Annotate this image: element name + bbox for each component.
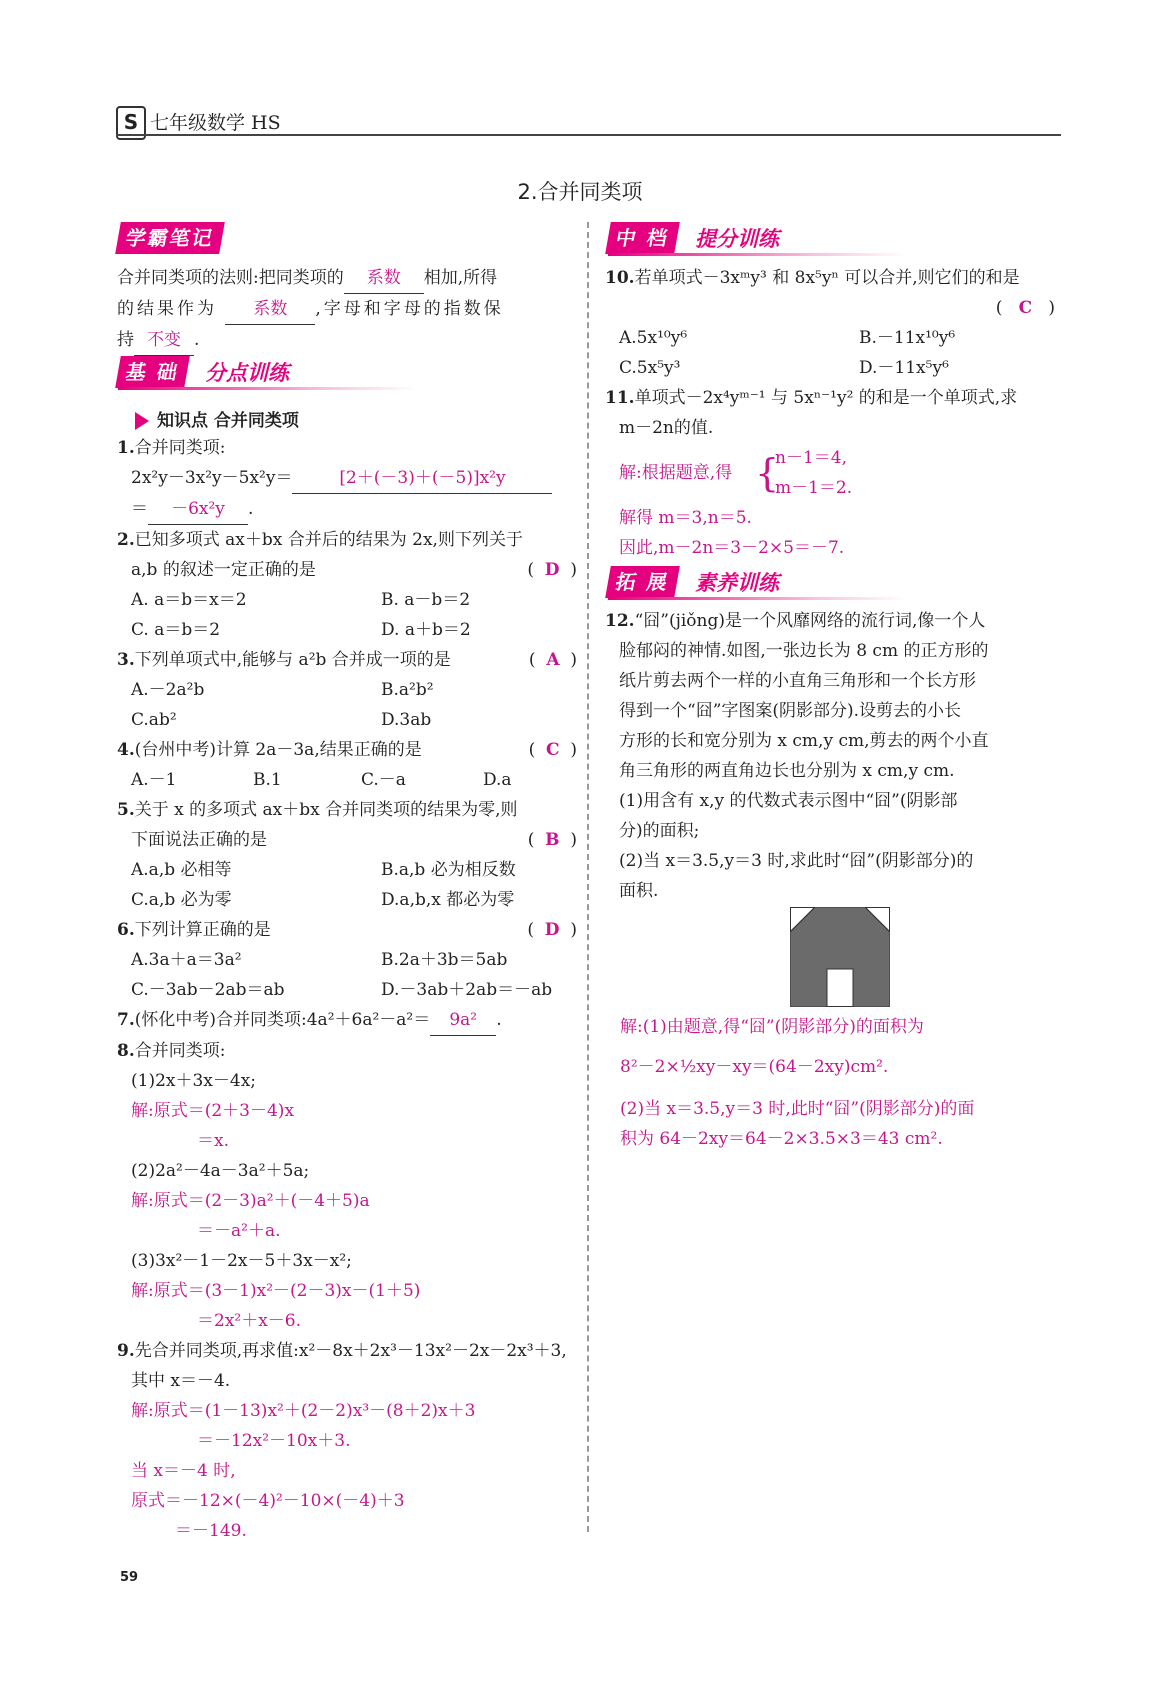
header-rule: [116, 134, 1061, 136]
jiong-figure: [790, 907, 890, 1007]
publisher-logo: S: [116, 106, 146, 140]
notes-body: 合并同类项的法则:把同类项的 系数 相加,所得 的结果作为 系数 ,字母和字母的指数保 持 不变 .: [117, 263, 567, 356]
q8: 8.合并同类项:: [117, 1041, 226, 1061]
q9: 9.先合并同类项,再求值:x²－8x＋2x³－13x²－2x－2x³＋3,: [117, 1341, 567, 1361]
q3-answer: A: [546, 650, 560, 670]
q2: 2.已知多项式 ax＋bx 合并后的结果为 2x,则下列关于: [117, 530, 523, 550]
q5-answer: B: [545, 830, 560, 850]
q12-solution: 解:(1)由题意,得“囧”(阴影部分)的面积为 8²－2×½xy－xy＝(64－2xy)cm². (2)当 x＝3.5,y＝3 时,此时“囧”(阴影部分)的面 积为 64－2xy＝64－2×3.5×3＝43 cm².: [620, 1017, 975, 1149]
ext-question: 12.“囧”(jiǒng)是一个风靡网络的流行词,像一个人 脸郁闷的神情.如图,一张边长为 8 cm 的正方形的 纸片剪去两个一样的小直角三角形和一个长方形 得到一个“囧”字图案(阴影部分).设剪去的小长 方形的长和宽分别为 x cm,y cm,剪去的两个小直 角三角形的两直角边长也分别为 x cm,y cm. (1)用含有 x,y 的代数式表示图中“囧”(阴影部 分)的面积; (2)当 x＝3.5,y＝3 时,求此时“囧”(阴影部分)的 面积.: [605, 606, 1060, 906]
basic-questions: 1.合并同类项: 2x²y－3x²y－5x²y＝ [2＋(－3)＋(－5)]x²y ＝ －6x²y . 2.已知多项式 ax＋bx 合并后的结果为 2x,则下列关于 a,b 的叙述一定正确的是 ( D ) A. a＝b＝x＝2 B. a－b＝2 C. a＝b＝2 D. a＋b＝2 3.下列单项式中,能够与 a²b 合并成一项的是 ( A ) A.－2a²b B.a²b² C.ab² D.3ab 4.(台州中考)计算 2a－3a,结果正确的是 ( C ) A.－1 B.1 C.－a D.a 5.关于 x 的多项式 ax＋bx 合并同类项的结果为零,则 下面说法正确的是 ( B ) A.a,b 必相等 B.a,b 必为相反数 C.a,b 必为零 D.a,b,x 都必为零 6.下列计算正确的是 ( D ) A.3a＋a＝3a² B.2a＋3b＝5ab C.－3ab－2ab＝ab D.－3ab＋2ab＝－ab 7.(怀化中考)合并同类项:4a²＋6a²－a²＝ 9a² . 8.合并同类项: (1)2x＋3x－4x; 解:原式＝(2＋3－4)x ＝x. (2)2a²－4a－3a²＋5a; 解:原式＝(2－3)a²＋(－4＋5)a ＝－a²＋a. (3)3x²－1－2x－5＋3x－x²; 解:原式＝(3－1)x²－(2－3)x－(1＋5) ＝2x²＋x－6. 9.先合并同类项,再求值:x²－8x＋2x³－13x²－2x－2x³＋3, 其中 x＝－4. 解:原式＝(1－13)x²＋(2－2)x³－(8＋2)x＋3 ＝－12x²－10x＋3. 当 x＝－4 时, 原式＝－12×(－4)²－10×(－4)＋3 ＝－149.: [117, 433, 577, 1546]
basic-tag-box: 基 础: [115, 356, 190, 388]
ext-tag-sub: 素养训练: [694, 570, 779, 595]
page-number: 59: [120, 1570, 139, 1585]
q11: 11.单项式－2x⁴yᵐ⁻¹ 与 5xⁿ⁻¹y² 的和是一个单项式,求: [605, 388, 1018, 408]
q2-answer: D: [544, 560, 560, 580]
brace-icon: {: [755, 451, 780, 495]
q1: 1.合并同类项:: [117, 438, 226, 458]
basic-tag: [118, 356, 428, 388]
q6: 6.下列计算正确的是 ( D ): [117, 920, 577, 940]
mid-tag-sub: 提分训练: [694, 226, 779, 251]
section-title: 2.合并同类项: [517, 180, 643, 204]
q4: 4.(台州中考)计算 2a－3a,结果正确的是 ( C ): [117, 740, 577, 760]
column-divider: [587, 222, 589, 1532]
q6-answer: D: [544, 920, 560, 940]
q7: 7.(怀化中考)合并同类项:4a²＋6a²－a²＝ 9a² .: [117, 1005, 577, 1036]
ext-tag-box: 拓 展: [605, 566, 680, 598]
q3: 3.下列单项式中,能够与 a²b 合并成一项的是 ( A ): [117, 650, 577, 670]
blank-coefficient: 系数: [344, 263, 424, 294]
notes-tag: [118, 222, 222, 254]
header-title: 七年级数学 HS: [150, 112, 281, 134]
knowledge-point: 知识点 合并同类项: [135, 406, 299, 431]
blank-unchanged: 不变: [134, 325, 194, 356]
basic-tag-sub: 分点训练: [204, 360, 289, 385]
q4-answer: C: [546, 740, 560, 760]
play-triangle-icon: [135, 412, 149, 430]
q1-blank-b: －6x²y: [148, 494, 248, 525]
q10-answer: C: [1018, 298, 1033, 318]
mid-tag: [608, 222, 918, 254]
mid-questions: 10.若单项式－3xᵐy³ 和 8x⁵yⁿ 可以合并,则它们的和是 ( C ) A.5x¹⁰y⁶ B.－11x¹⁰y⁶ C.5x⁵y³ D.－11x⁵y⁶ 11.单项式－2x⁴yᵐ⁻¹ 与 5xⁿ⁻¹y² 的和是一个单项式,求 m－2n的值. 解:根据题意,得 { n－1＝4, m－1＝2. 解得 m＝3,n＝5. 因此,m－2n＝3－2×5＝－7.: [605, 263, 1055, 563]
ext-tag: [608, 566, 918, 598]
q10: 10.若单项式－3xᵐy³ 和 8x⁵yⁿ 可以合并,则它们的和是: [605, 268, 1020, 288]
q7-blank: 9a²: [430, 1005, 496, 1036]
q5: 5.关于 x 的多项式 ax＋bx 合并同类项的结果为零,则: [117, 800, 518, 820]
blank-result-coefficient: 系数: [225, 294, 315, 325]
mid-tag-box: 中 档: [605, 222, 680, 254]
q12: 12.“囧”(jiǒng)是一个风靡网络的流行词,像一个人: [605, 611, 986, 631]
notes-tag-label: 学霸笔记: [115, 222, 225, 254]
q1-blank-a: [2＋(－3)＋(－5)]x²y: [292, 463, 552, 494]
